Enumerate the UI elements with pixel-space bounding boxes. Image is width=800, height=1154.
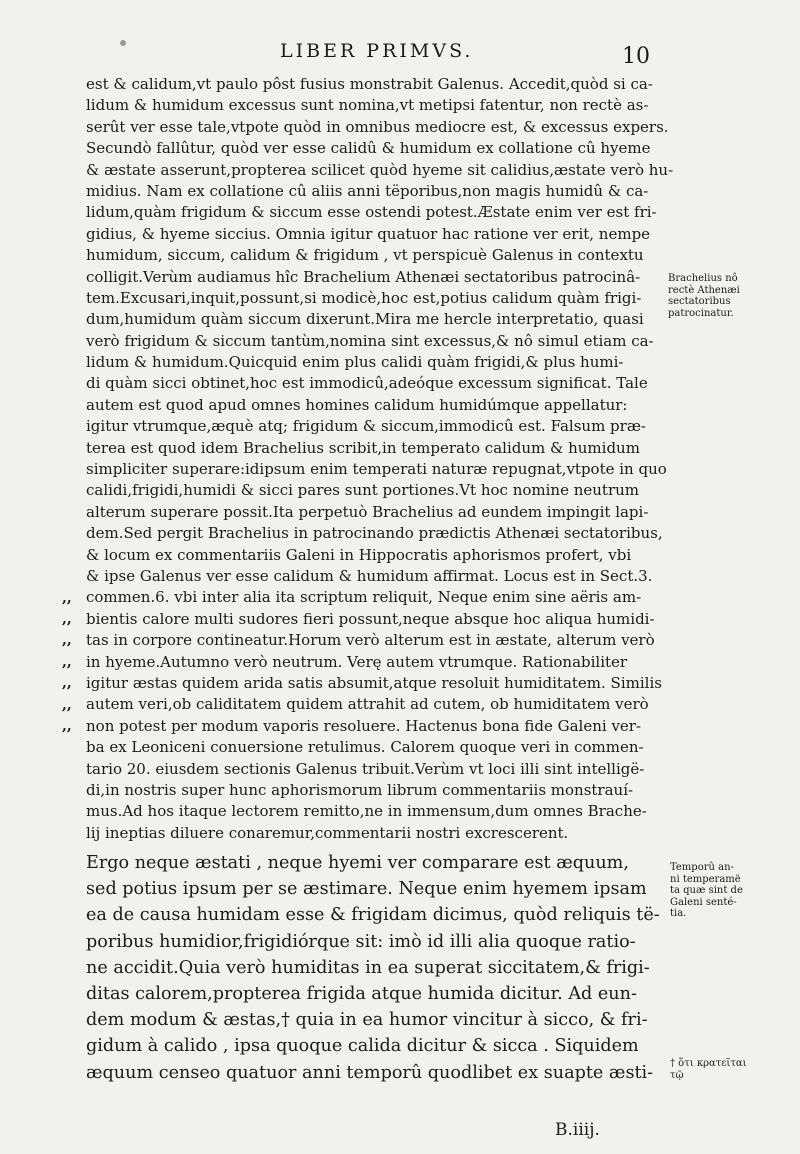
margin-note-line: sectatoribus [668,296,731,307]
running-header: LIBER PRIMVS. [280,40,474,62]
text-line: gidius, & hyeme siccius. Omnia igitur quatuor hac ratione ver erit, nempe [86,224,651,243]
text-line: commen.6. vbi inter alia ita scriptum reliquit, Neque enim sine aëris am- [86,588,642,607]
text-line: æquum censeo quatuor anni temporû quodlibet ex suapte æsti- [86,1062,654,1083]
text-line: tario 20. eiusdem sectionis Galenus tribuit.Verùm vt loci illi sint intelligë- [86,759,645,778]
margin-note-line: tia. [670,908,687,919]
margin-note-temporum [670,862,743,920]
text-line: igitur æstas quidem arida satis absumit,atque resoluit humiditatem. Similis [86,673,662,692]
text-line: tas in corpore contineatur.Horum verò alterum est in æstate, alterum verò [86,631,655,650]
second-text-block [86,850,666,1086]
page-stain [120,40,126,46]
text-line: ea de causa humidam esse & frigidam dicimus, quòd reliquis të- [86,905,660,926]
margin-note-line: † ὅτι κρατεῖται [670,1058,747,1069]
margin-note-line: ni temperamë [670,873,741,885]
margin-note-line: Brachelius nô [668,273,738,284]
text-line: tem.Excusari,inquit,possunt,si modicè,hoc est,potius calidum quàm frigi- [86,288,642,307]
text-line: lidum & humidum excessus sunt nomina,vt metipsi fatentur, non rectè as- [86,96,649,115]
text-line: Secundò fallûtur, quòd ver esse calidû & humidum ex collatione cû hyeme [86,139,651,158]
text-line: terea est quod idem Brachelius scribit,in temperato calidum & humidum [86,438,640,457]
text-line: autem est quod apud omnes homines calidum humidúmque appellatur: [86,395,628,414]
text-line: lidum,quàm frigidum & siccum esse ostendi potest.Æstate enim ver est fri- [86,203,657,222]
margin-note-line: Galeni senté- [670,896,737,908]
quote-mark: ,, [62,653,72,670]
text-line: & locum ex commentariis Galeni in Hippocratis aphorismos profert, vbi [86,545,632,564]
margin-note-line: Temporû an- [670,862,734,873]
text-line: alterum superare possit.Ita perpetuò Brachelius ad eundem impingit lapi- [86,502,649,521]
text-line: gidum à calido , ipsa quoque calida dicitur & sicca . Siquidem [86,1036,639,1057]
signature-mark: B.iiij. [555,1120,600,1140]
text-line: calidi,frigidi,humidi & sicci pares sunt portiones.Vt hoc nomine neutrum [86,481,640,500]
main-text-block [86,74,674,844]
text-line: bientis calore multi sudores fieri possunt,neque absque hoc aliqua humidi- [86,609,655,628]
text-line: ba ex Leoniceni conuersione retulimus. Calorem quoque veri in commen- [86,738,644,757]
text-line: Ergo neque æstati , neque hyemi ver comparare est æquum, [86,853,629,873]
text-line: igitur vtrumque,æquè atq; frigidum & siccum,immodicû est. Falsum præ- [86,417,646,436]
text-line: di,in nostris super hunc aphorismorum librum commentariis monstrauí- [86,780,634,799]
text-line: & ipse Galenus ver esse calidum & humidum affirmat. Locus est in Sect.3. [86,566,653,585]
margin-note-line: rectè Athenæi [668,284,740,296]
text-line: autem veri,ob caliditatem quidem attrahit ad cutem, ob humiditatem verò [86,695,649,714]
text-line: ne accidit.Quia verò humiditas in ea superat siccitatem,& frigi- [86,957,650,978]
text-line: dem modum & æstas,† quia in ea humor vincitur à sicco, & fri- [86,1010,648,1031]
text-line: sed potius ipsum per se æstimare. Neque enim hyemem ipsam [86,879,647,900]
text-line: verò frigidum & siccum tantùm,nomina sint excessus,& nô simul etiam ca- [86,331,654,350]
quote-mark: ,, [62,696,72,713]
text-line: dum,humidum quàm siccum dixerunt.Mira me hercle interpretatio, quasi [86,310,644,329]
text-line: in hyeme.Autumno verò neutrum. Verę autem vtrumque. Rationabiliter [86,652,628,671]
quote-mark: ,, [62,632,72,649]
margin-note-greek [670,1058,747,1081]
quote-mark: ,, [62,675,72,692]
text-line: simpliciter superare:idipsum enim temperati naturæ repugnat,vtpote in quo [86,460,667,479]
text-line: dem.Sed pergit Brachelius in patrocinando prædictis Athenæi sectatoribus, [86,524,663,543]
text-line: midius. Nam ex collatione cû aliis anni tëporibus,non magis humidû & ca- [86,181,649,200]
quote-mark: ,, [62,718,72,734]
text-line: humidum, siccum, calidum & frigidum , vt perspicuè Galenus in contextu [86,246,644,265]
text-line: di quàm sicci obtinet,hoc est immodicû,adeóque excessum significat. Tale [86,374,648,393]
margin-note-line: patrocinatur. [668,307,734,319]
quote-mark: ,, [62,589,72,606]
text-line: lij ineptias diluere conaremur,commentarii nostri excrescerent. [86,823,569,842]
text-line: ditas calorem,propterea frigida atque humida dicitur. Ad eun- [86,983,637,1004]
quote-mark: ,, [62,611,72,627]
margin-note-line: τῷ [670,1069,684,1081]
text-line: lidum & humidum.Quicquid enim plus calidi quàm frigidi,& plus humi- [86,353,624,372]
text-line: & æstate asserunt,propterea scilicet quòd hyeme sit calidius,æstate verò hu- [86,160,674,179]
text-line: non potest per modum vaporis resoluere. Hactenus bona fide Galeni ver- [86,716,642,735]
margin-note-line: ta quæ sint de [670,885,743,896]
margin-note-brachelius [668,273,740,319]
page-number: 10 [622,44,650,69]
text-line: colligit.Verùm audiamus hîc Brachelium Athenæi sectatoribus patrocinâ- [86,267,641,286]
text-line: est & calidum,vt paulo pôst fusius monstrabit Galenus. Accedit,quòd si ca- [86,75,653,93]
text-line: poribus humidior,frigidiórque sit: imò id illi alia quoque ratio- [86,931,636,952]
text-line: mus.Ad hos itaque lectorem remitto,ne in immensum,dum omnes Brache- [86,802,647,821]
text-line: serût ver esse tale,vtpote quòd in omnibus mediocre est, & excessus expers. [86,117,669,136]
